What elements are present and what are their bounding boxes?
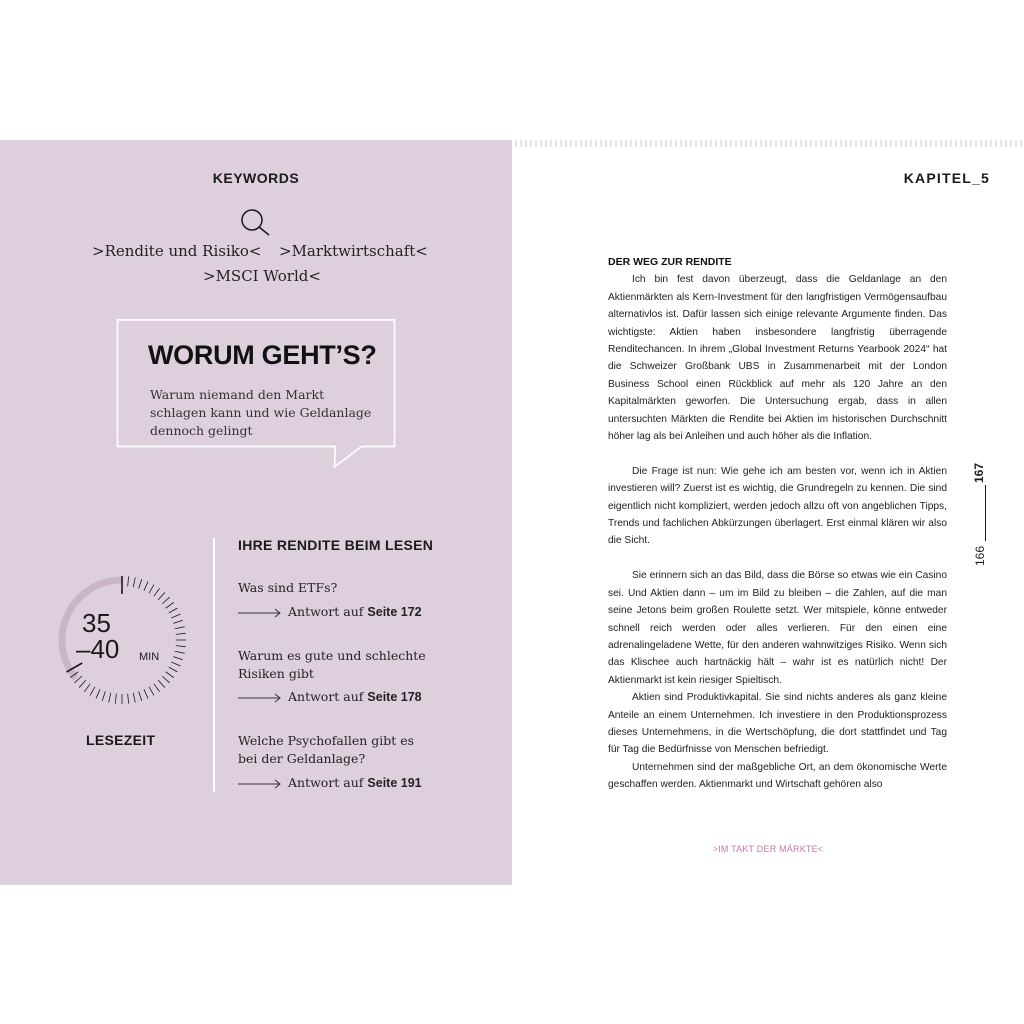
question-psychofallen: Welche Psychofallen gibt es bei der Geldanlage? — [238, 733, 415, 766]
answer-prefix: Antwort auf — [288, 689, 364, 704]
answer-link-191[interactable] — [238, 775, 422, 790]
paragraph: Ich bin fest davon überzeugt, dass die Geldanlage an den Aktienmärkten als Kern-Investment für den langfristigen Vermögensaufbau alternativlos ist. Dafür lassen sich einige relevante Argumente finden. Das wichtigste: Aktien haben insbesondere langfristig überragende Renditechancen. In ihrem „Global Investment Returns Yearbook 2024“ hat die Schweizer Großbank UBS in Zusammenarbeit mit der London Business School einen Rückblick auf mehr als 120 Jahre an den Kapitalmärkten geworfen. Die Untersuchung ergab, dass in allen untersuchten Märkten die Rendite bei Aktien im historischen Durchschnitt höher lag als bei Anleihen und auch höher als die Inflation. — [608, 274, 947, 443]
keyword-marktwirtschaft[interactable]: >Marktwirtschaft< — [279, 242, 428, 260]
answer-prefix: Antwort auf — [288, 604, 364, 619]
rendite-title: IHRE RENDITE BEIM LESEN — [238, 537, 434, 553]
left-page — [0, 140, 512, 885]
body-text — [608, 254, 947, 794]
arrow-right-icon — [238, 608, 282, 618]
reading-time-to: –40 — [76, 634, 120, 664]
arrow-right-icon — [238, 779, 282, 789]
answer-page: Seite 191 — [367, 776, 422, 790]
keyword-rendite-risiko[interactable]: >Rendite und Risiko< — [92, 242, 262, 260]
reading-time-dial — [52, 570, 192, 710]
section-heading: DER WEG ZUR RENDITE — [608, 256, 732, 268]
page-number-divider — [985, 485, 986, 541]
page-number-right: 167 — [972, 462, 987, 484]
arrow-right-icon — [238, 693, 282, 703]
page-number-left: 166 — [973, 545, 988, 567]
question-etfs: Was sind ETFs? — [238, 580, 338, 595]
answer-link-172[interactable] — [238, 604, 422, 619]
reading-time-label: LESEZEIT — [86, 732, 156, 748]
answer-page: Seite 172 — [367, 605, 422, 619]
right-page — [512, 140, 1024, 885]
bubble-title: WORUM GEHT’S? — [148, 340, 377, 370]
paragraph: Die Frage ist nun: Wie gehe ich am besten vor, wenn ich in Aktien investieren will? Zuerst ist es wichtig, die Grundregeln zu kennen. Die sind eigentlich nicht kompliziert, werden jedoch allzu oft von angeblichen Tipps, Trends und fachlichen Abkürzungen überlagert. Erst einmal klären wir also die Sicht. — [608, 465, 947, 547]
keyword-msci-world[interactable]: >MSCI World< — [203, 267, 321, 285]
keywords-title: KEYWORDS — [212, 170, 300, 186]
question-risiken: Warum es gute und schlechte Risiken gibt — [238, 648, 426, 681]
chapter-label: KAPITEL_5 — [903, 170, 990, 186]
top-tick-border — [514, 140, 1024, 148]
magnifier-icon — [238, 206, 274, 238]
running-footer: >IM TAKT DER MÄRKTE< — [712, 844, 824, 854]
vertical-divider — [213, 538, 215, 792]
paragraph: Sie erinnern sich an das Bild, dass die Börse so etwas wie ein Casino sei. Und Aktien dann – um im Bild zu bleiben – die Zahlen, auf die man seine Jetons beim großen Roulette setzt. Wer mitspiele, könne entweder schnell reich werden oder alles verlieren. Für den einen eine adrenalingeladene Wette, für den anderen wahnwitziges Risiko. Wenn sich das Klischee auch hartnäckig hält – wahr ist es natürlich nicht! Der Aktienmarkt ist kein riesiger Spieltisch. — [608, 570, 947, 686]
answer-prefix: Antwort auf — [288, 775, 364, 790]
answer-link-178[interactable] — [238, 689, 422, 704]
paragraph: Aktien sind Produktivkapital. Sie sind nichts anderes als ganz kleine Anteile an einem Unternehmen. Ich investiere in den Produktionsprozess dieses Unternehmens, in die Wertschöpfung, die dort stattfindet und Tag für Tag die Bedürfnisse von Menschen befriedigt. — [608, 692, 947, 756]
reading-time-unit: MIN — [139, 651, 160, 663]
paragraph: Unternehmen sind der maßgebliche Ort, an dem ökonomische Werte geschaffen werden. Aktienmarkt und Wirtschaft gehören also — [608, 761, 947, 791]
bubble-text: Warum niemand den Markt schlagen kann und wie Geldanlage dennoch gelingt — [150, 387, 372, 438]
reading-time-from: 35 — [82, 608, 111, 638]
answer-page: Seite 178 — [367, 690, 422, 704]
